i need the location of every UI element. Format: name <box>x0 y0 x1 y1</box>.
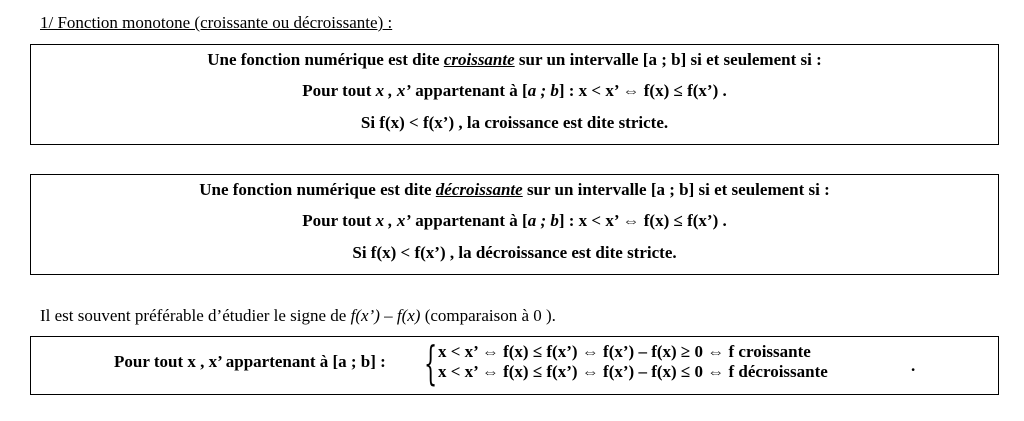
math-interval: a ; b <box>527 81 559 100</box>
summary-quantifier: Pour tout x , x’ appartenant à [a ; b] : <box>114 352 386 371</box>
summary-row-decroissante: x < x’ ⇔ f(x) ≤ f(x’) ⇔ f(x’) – f(x) ≤ 0 ⇔ f décroissante <box>438 362 828 381</box>
condition-text: Pour tout <box>302 81 376 100</box>
summary-box <box>30 336 999 395</box>
condition-text: Pour tout <box>302 211 376 230</box>
condition-formula: ] : x < x’ ⇔ f(x) ≤ f(x’) . <box>558 81 727 100</box>
definition-text: Une fonction numérique est dite <box>207 50 444 69</box>
definition-box-decroissante <box>30 174 999 275</box>
strict-line: Si f(x) < f(x’) , la croissance est dite stricte. <box>360 113 669 132</box>
summary-period: . <box>911 356 916 375</box>
condition-text: appartenant à [ <box>411 81 528 100</box>
note-text: (comparaison à 0 ). <box>420 306 556 325</box>
system-brace: { <box>424 336 438 390</box>
condition-formula: ] : x < x’ ⇔ f(x) ≤ f(x’) . <box>558 211 727 230</box>
definition-line <box>31 50 998 70</box>
definition-box-croissante <box>30 44 999 145</box>
strict-line: Si f(x) < f(x’) , la décroissance est dite stricte. <box>352 243 677 262</box>
note-expression: f(x’) – f(x) <box>350 306 421 325</box>
summary-row-croissante: x < x’ ⇔ f(x) ≤ f(x’) ⇔ f(x’) – f(x) ≥ 0 ⇔ f croissante <box>438 342 811 361</box>
definition-text: sur un intervalle [a ; b] si et seulement si : <box>514 50 822 69</box>
definition-text: Une fonction numérique est dite <box>199 180 436 199</box>
condition-text: appartenant à [ <box>411 211 528 230</box>
section-heading: 1/ Fonction monotone (croissante ou décroissante) : <box>40 13 393 32</box>
math-interval: a ; b <box>527 211 559 230</box>
note-text: Il est souvent préférable d’étudier le signe de <box>40 306 351 325</box>
term-croissante: croissante <box>443 50 515 69</box>
math-vars: x , x’ <box>375 211 412 230</box>
definition-text: sur un intervalle [a ; b] si et seulement si : <box>522 180 830 199</box>
sign-study-note <box>40 306 556 326</box>
condition-line <box>31 81 998 101</box>
definition-line <box>31 180 998 200</box>
condition-line <box>31 211 998 231</box>
term-decroissante: décroissante <box>435 180 523 199</box>
math-vars: x , x’ <box>375 81 412 100</box>
